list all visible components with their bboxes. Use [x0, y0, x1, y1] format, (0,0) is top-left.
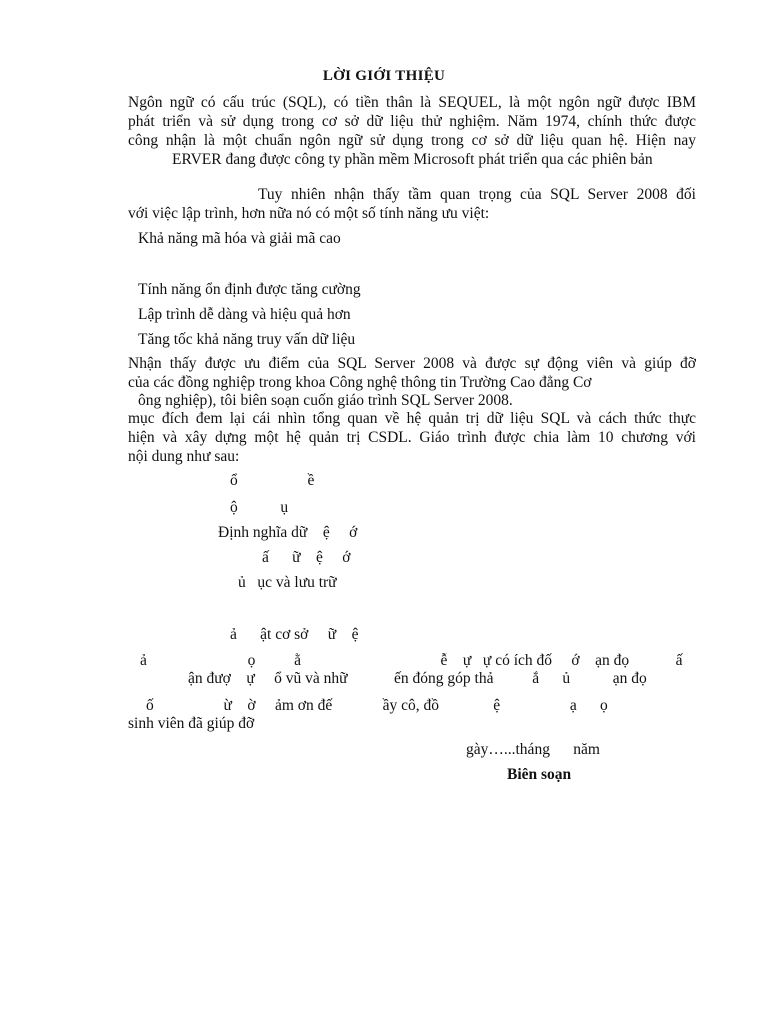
chapter-item-4: ấ ữ ệ ớ: [262, 549, 351, 566]
chapter-item-2: ộ ụ: [230, 499, 289, 516]
closing-line-2: ận đượ ự ổ vũ và nhữ ến đóng góp thả ắ ủ ạn đọ: [188, 670, 647, 687]
feature-item-4: Tăng tốc khả năng truy vấn dữ liệu: [138, 331, 356, 348]
closing-line-3: ố ừ ờ ảm ơn đế ầy cô, đồ ệ ạ ọ: [146, 697, 608, 714]
motivation-line-4: mục đích đem lại cái nhìn tổng quan về hệ quản trị dữ liệu SQL và cách thức thực: [128, 410, 696, 427]
motivation-line-2: của các đồng nghiệp trong khoa Công nghệ thông tin Trường Cao đẳng Cơ: [128, 374, 592, 391]
intro-line-3: công nhận là một chuẩn ngôn ngữ sử dụng trong cơ sở dữ liệu quan hệ. Hiện nay: [128, 132, 696, 149]
signature-role: Biên soạn: [507, 766, 572, 783]
motivation-line-3: ông nghiệp), tôi biên soạn cuốn giáo trình SQL Server 2008.: [138, 392, 513, 409]
feature-item-1: Khả năng mã hóa và giải mã cao: [138, 230, 341, 247]
feature-item-2: Tính năng ổn định được tăng cường: [138, 281, 361, 298]
importance-line-2: với việc lập trình, hơn nữa nó có một số tính năng ưu việt:: [128, 205, 490, 222]
intro-line-1: Ngôn ngữ có cấu trúc (SQL), có tiền thân là SEQUEL, là một ngôn ngữ được IBM: [128, 94, 696, 111]
chapter-item-5: ủ ục và lưu trữ: [238, 574, 337, 591]
chapter-item-3: Định nghĩa dữ ệ ớ: [218, 524, 358, 541]
signature-date: gày…...tháng năm: [466, 741, 600, 758]
motivation-line-1: Nhận thấy được ưu điểm của SQL Server 2008 và được sự động viên và giúp đỡ: [128, 355, 696, 372]
chapter-item-6: ả ật cơ sở ữ ệ: [230, 626, 359, 643]
motivation-line-6: nội dung như sau:: [128, 448, 240, 465]
feature-item-3: Lập trình dễ dàng và hiệu quả hơn: [138, 306, 351, 323]
motivation-line-5: hiện và xây dựng một hệ quản trị CSDL. Giáo trình được chia làm 10 chương với: [128, 429, 696, 446]
intro-line-2: phát triển và sử dụng trong cơ sở dữ liệu thử nghiệm. Năm 1974, chính thức được: [128, 113, 696, 130]
page-title: LỜI GIỚI THIỆU: [322, 68, 446, 84]
chapter-item-1: ổ ề: [230, 472, 315, 489]
importance-line-1: Tuy nhiên nhận thấy tầm quan trọng của SQL Server 2008 đối: [258, 186, 696, 203]
closing-line-1: ả ọ ằ ễ ự ự có ích đố ớ ạn đọ ấ: [140, 652, 683, 669]
intro-line-4: ERVER đang được công ty phần mềm Microsoft phát triển qua các phiên bản: [172, 151, 653, 168]
closing-line-4: sinh viên đã giúp đỡ: [128, 715, 255, 732]
